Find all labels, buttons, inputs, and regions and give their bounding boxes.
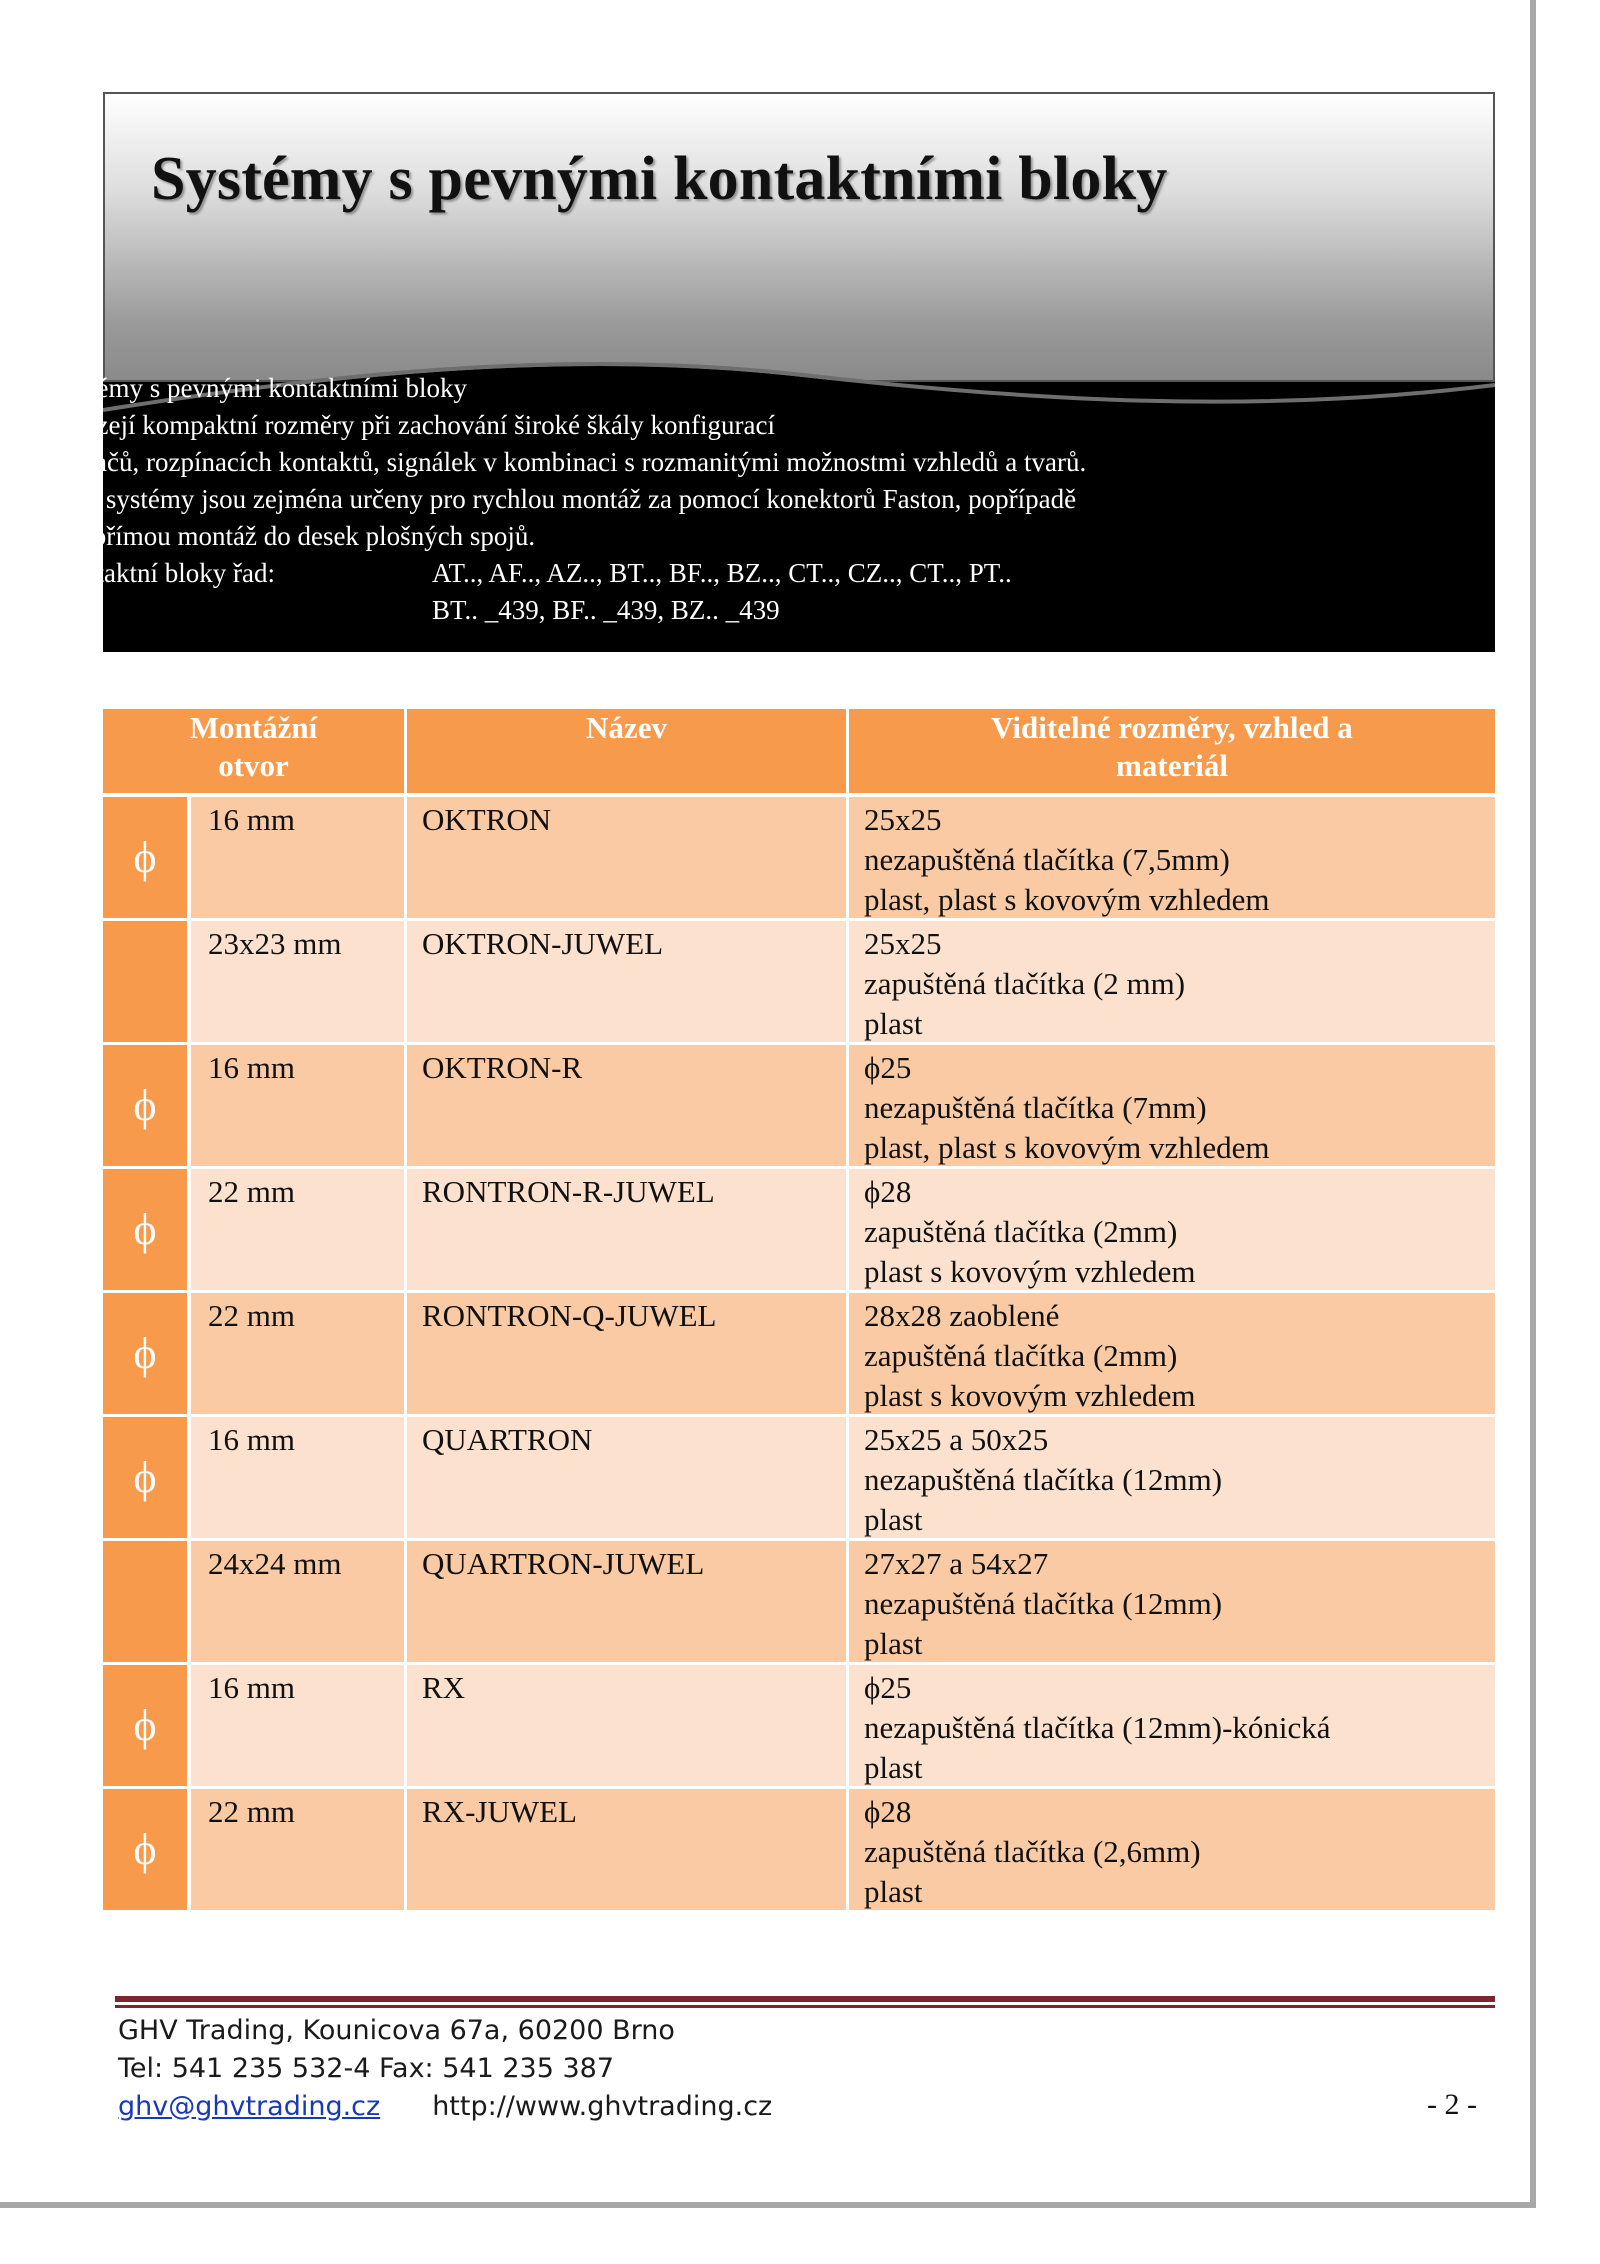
series-row	[50, 555, 1370, 592]
phi-symbol-icon: ϕ	[103, 1789, 187, 1910]
table-row	[103, 1045, 1495, 1166]
cell-description	[849, 1541, 1495, 1662]
table-row	[103, 1417, 1495, 1538]
cell-description	[849, 797, 1495, 918]
page-title: Systémy s pevnými kontaktními bloky	[151, 145, 1168, 213]
page-edge-right	[1530, 0, 1536, 2208]
footer-phone: Tel: 541 235 532-4 Fax: 541 235 387	[118, 2053, 614, 2084]
footer-rule	[115, 1996, 1495, 2002]
table-row	[103, 1665, 1495, 1786]
cell-name: RX-JUWEL	[407, 1789, 846, 1910]
footer-rule-thin	[115, 2005, 1495, 2008]
cell-description	[849, 1293, 1495, 1414]
description-line: 27x27 a 54x27	[864, 1546, 1049, 1581]
description-line: nezapuštěná tlačítka (12mm)	[864, 1586, 1223, 1621]
description-line: spínačů, rozpínacích kontaktů, signálek v kombinaci s rozmanitými možnostmi vzhledů a tvarů.	[50, 447, 1087, 477]
description-line: 25x25	[864, 802, 942, 837]
page-edge-bottom	[0, 2202, 1536, 2208]
description-line: 28x28 zaoblené	[864, 1298, 1060, 1333]
series-row-2	[50, 592, 1370, 629]
cell-hole: 24x24 mm	[191, 1541, 404, 1662]
description-line: nezapuštěná tlačítka (7,5mm)	[864, 842, 1230, 877]
description-line: plast	[864, 1006, 923, 1041]
series-line-2: BT.. _439, BF.. _439, BZ.. _439	[432, 595, 780, 625]
phi-symbol-icon	[103, 1541, 187, 1662]
phi-symbol-icon	[103, 921, 187, 1042]
cell-hole: 16 mm	[191, 797, 404, 918]
description-line: plast	[864, 1874, 923, 1909]
description-line: plast s kovovým vzhledem	[864, 1254, 1196, 1289]
cell-name: QUARTRON	[407, 1417, 846, 1538]
cell-description	[849, 1045, 1495, 1166]
phi-symbol-icon: ϕ	[103, 797, 187, 918]
description-line: plast, plast s kovovým vzhledem	[864, 882, 1270, 917]
cell-name: RX	[407, 1665, 846, 1786]
description-line: nezapuštěná tlačítka (7mm)	[864, 1090, 1207, 1125]
description-line: nezapuštěná tlačítka (12mm)-kónická	[864, 1710, 1331, 1745]
cell-hole: 22 mm	[191, 1293, 404, 1414]
phi-symbol-icon: ϕ	[103, 1417, 187, 1538]
cell-description	[849, 1665, 1495, 1786]
description-line: ϕ25	[864, 1670, 912, 1705]
description-line: 25x25 a 50x25	[864, 1422, 1049, 1457]
cell-hole: 16 mm	[191, 1417, 404, 1538]
cell-hole: 22 mm	[191, 1789, 404, 1910]
web-link[interactable]: http://www.ghvtrading.cz	[432, 2091, 773, 2122]
description-line: ϕ25	[864, 1050, 912, 1085]
cell-name: RONTRON-Q-JUWEL	[407, 1293, 846, 1414]
description-line: 25x25	[864, 926, 942, 961]
page-number: - 2 -	[1427, 2088, 1477, 2121]
description-line: ϕ28	[864, 1174, 912, 1209]
banner-description	[50, 370, 1370, 629]
header-visible: Viditelné rozměry, vzhled a materiál	[849, 709, 1495, 793]
description-line: zapuštěná tlačítka (2 mm)	[864, 966, 1186, 1001]
cell-description	[849, 1789, 1495, 1910]
table-row	[103, 1169, 1495, 1290]
cell-name: RONTRON-R-JUWEL	[407, 1169, 846, 1290]
cell-name: OKTRON-JUWEL	[407, 921, 846, 1042]
cell-description	[849, 1417, 1495, 1538]
description-line: zapuštěná tlačítka (2mm)	[864, 1338, 1178, 1373]
cell-name: OKTRON-R	[407, 1045, 846, 1166]
phi-symbol-icon: ϕ	[103, 1045, 187, 1166]
series-label: Kontaktní bloky řad:	[50, 558, 275, 588]
cell-description	[849, 921, 1495, 1042]
series-line-1: AT.., AF.., AZ.., BT.., BF.., BZ.., CT.., CZ.., CT.., PT..	[432, 558, 1012, 588]
description-line: zapuštěná tlačítka (2,6mm)	[864, 1834, 1201, 1869]
cell-hole: 22 mm	[191, 1169, 404, 1290]
description-line: ϕ28	[864, 1794, 912, 1829]
cell-name: QUARTRON-JUWEL	[407, 1541, 846, 1662]
table-row	[103, 1541, 1495, 1662]
table-row	[103, 797, 1495, 918]
description-line: plast	[864, 1626, 923, 1661]
description-line: zapuštěná tlačítka (2mm)	[864, 1214, 1178, 1249]
description-line: pro přímou montáž do desek plošných spojů.	[50, 521, 536, 551]
description-line: plast s kovovým vzhledem	[864, 1378, 1196, 1413]
cell-description	[849, 1169, 1495, 1290]
description-line: Tyto systémy jsou zejména určeny pro rychlou montáž za pomocí konektorů Faston, popřípadě	[50, 484, 1077, 514]
phi-symbol-icon: ϕ	[103, 1169, 187, 1290]
email-link[interactable]: ghv@ghvtrading.cz	[118, 2091, 381, 2122]
description-line: plast	[864, 1750, 923, 1785]
cell-hole: 23x23 mm	[191, 921, 404, 1042]
cell-hole: 16 mm	[191, 1665, 404, 1786]
table-row	[103, 921, 1495, 1042]
description-line: nabízejí kompaktní rozměry při zachování široké škály konfigurací	[50, 410, 776, 440]
table-row	[103, 1789, 1495, 1910]
description-line: plast	[864, 1502, 923, 1537]
phi-symbol-icon: ϕ	[103, 1293, 187, 1414]
description-line: plast, plast s kovovým vzhledem	[864, 1130, 1270, 1165]
footer-contact	[118, 2088, 772, 2126]
header-hole: Montážní otvor	[103, 709, 404, 793]
description-line: nezapuštěná tlačítka (12mm)	[864, 1462, 1223, 1497]
cell-name: OKTRON	[407, 797, 846, 918]
header-name: Název	[407, 709, 846, 793]
table-row	[103, 1293, 1495, 1414]
cell-hole: 16 mm	[191, 1045, 404, 1166]
footer	[118, 2012, 772, 2126]
phi-symbol-icon: ϕ	[103, 1665, 187, 1786]
description-line: Systémy s pevnými kontaktními bloky	[50, 373, 467, 403]
footer-company: GHV Trading, Kounicova 67a, 60200 Brno	[118, 2015, 675, 2046]
